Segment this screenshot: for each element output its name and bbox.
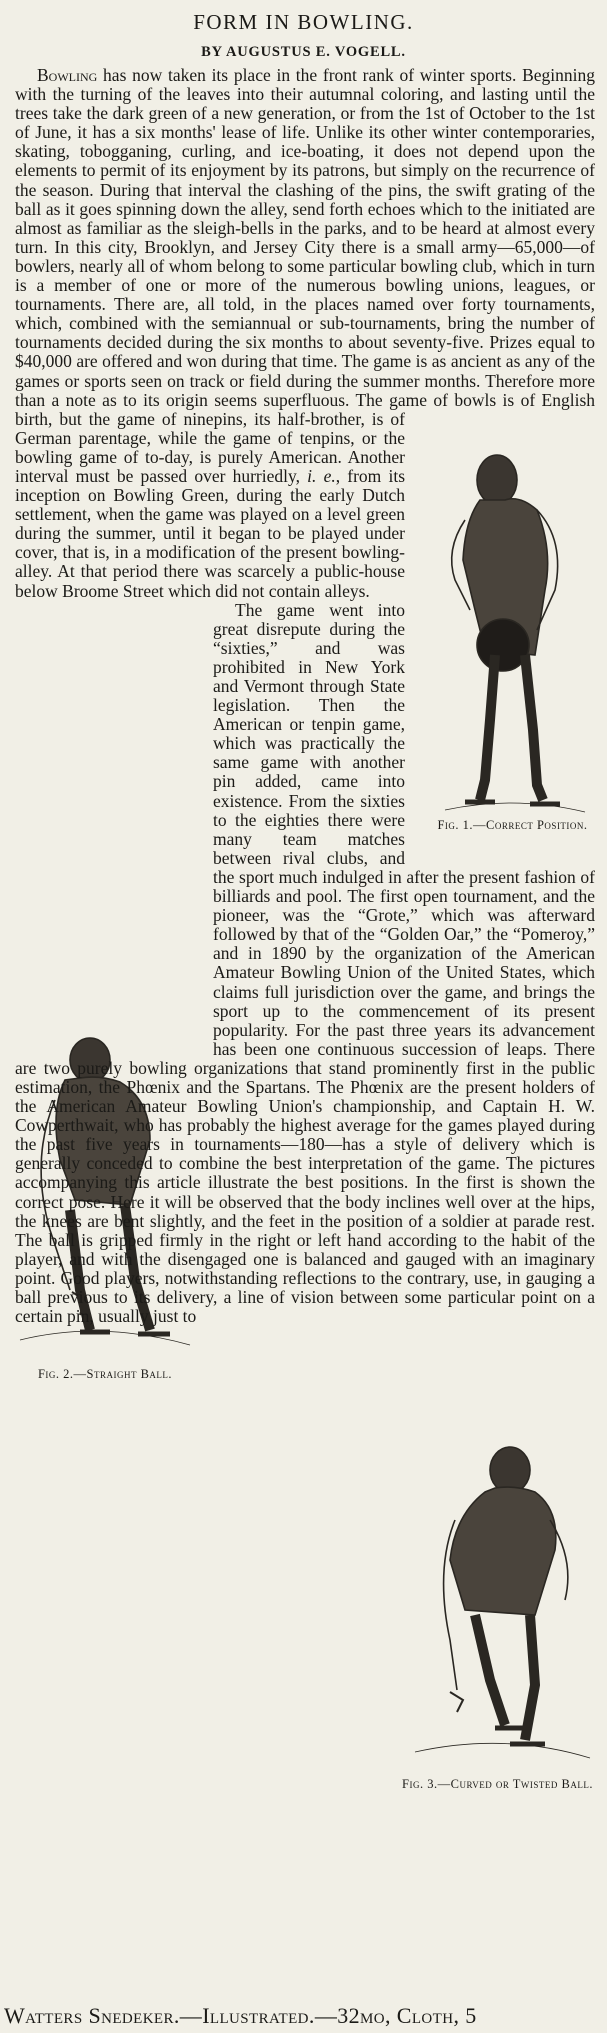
article-body xyxy=(15,66,595,1710)
figure-3-caption-text: Curved or Twisted Ball. xyxy=(450,1777,593,1791)
figure-2-caption-text: Straight Ball. xyxy=(86,1367,173,1381)
figure-1-caption-number: Fig. 1.— xyxy=(437,818,487,832)
book-advertisement-footer: Watters Snedeker.—Illustrated.—32mo, Cloth, 5 xyxy=(4,2003,477,2028)
article-title: FORM IN BOWLING. xyxy=(193,10,414,34)
figure-1-caption-text: Correct Position. xyxy=(486,818,588,832)
figure-2-caption-number: Fig. 2.— xyxy=(37,1367,87,1381)
article-paragraph-2: The game went into great disrepute during the “sixties,” and was prohibited in New York and Vermont through State legislation. Then the American or tenpin game, which was practically the same game with another pin added, came into existence. From the sixties to the eighties there were many team matches between rival clubs, and the sport much indulged in after the present fashion of billiards and pool. The first open tournament, and the pioneer, was the “Grote,” which was afterward followed by that of the “Golden Oar,” the “Pomeroy,” and in 1890 by the organization of the American Amateur Bowling Union of the United States, which claims full jurisdiction over the game, and brings the sport up to the commencement of its present popularity. For the past three years its advancement has been one continuous succession of leaps. There are two purely bowling organizations that stand prominently first in the public estimation, the Phœnix and the Spartans. The Phœnix are the present holders of the American Amateur Bowling Union's championship, and Captain H. W. Cowperthwait, who has probably the highest average for the games played during the past five years in tournaments—180—has a style of delivery which is generally conceded to combine the best interpretation of the game. The pictures accompanying this article illustrate the best positions. In the first is shown the correct pose. Here it will be observed that the body inclines well over at the hips, the knees are bent slightly, and the feet in the position of a soldier at parade rest. The ball is gripped firmly in the right or left hand according to the habit of the player, and with the disengaged one is balanced and gauged with an imaginary point. Good players, notwithstanding reflections to the contrary, use, in gauging a ball previous to its delivery, a line of vision between some particular point on a certain pin, usually just to xyxy=(15,599,595,1327)
article-paragraph-1: Bowling has now taken its place in the front rank of winter sports. Beginning with the turning of the leaves into their autumnal coloring, and lasting until the trees take the dark green of a new generation, or from the 1st of October to the 1st of June, it has a six months' lease of life. Unlike its other winter contemporaries, skating, tobogganing, curling, and ice-boating, it does not depend upon the elements to permit of its enjoyment by its patrons, but simply on the recurrence of the season. During that interval the clashing of the pins, the swift grating of the ball as it goes spinning down the alley, send forth echoes which to the initiated are almost as familiar as the sleigh-bells in the parks, and to be heard at almost every turn. In this city, Brooklyn, and Jersey City there is a small army—65,000—of bowlers, nearly all of whom belong to some particular bowling club, which in turn is a member of one or more of the numerous bowling unions, leagues, or tournaments. There are, all told, in the places named over forty tournaments, which, combined with the semiannual or sub-tournaments, bring the number of tournaments decided during the six months to about seventy-five. Prizes equal to $40,000 are offered and won during that time. The game is as ancient as any of the games or sports seen on track or field during the summer months. Therefore more than a note as to its origin seems superfluous. The game of bowls is of English birth, but the game of ninepins, its half-brother, is of German parentage, while the game of tenpins, or the bowling game of to-day, is purely American. Another interval must be passed over hurriedly, i. e., from its inception on Bowling Green, during the early Dutch settlement, when the game was played on a level green during the summer, until it began to be played under cover, that is, in a modification of the present bowling-alley. At that period there was scarcely a public-house below Broome Street which did not contain alleys. xyxy=(15,65,595,601)
article-lead-word: Bowling xyxy=(37,65,98,85)
article-byline: BY AUGUSTUS E. VOGELL. xyxy=(201,44,406,60)
figure-3-caption-number: Fig. 3.— xyxy=(402,1777,451,1791)
